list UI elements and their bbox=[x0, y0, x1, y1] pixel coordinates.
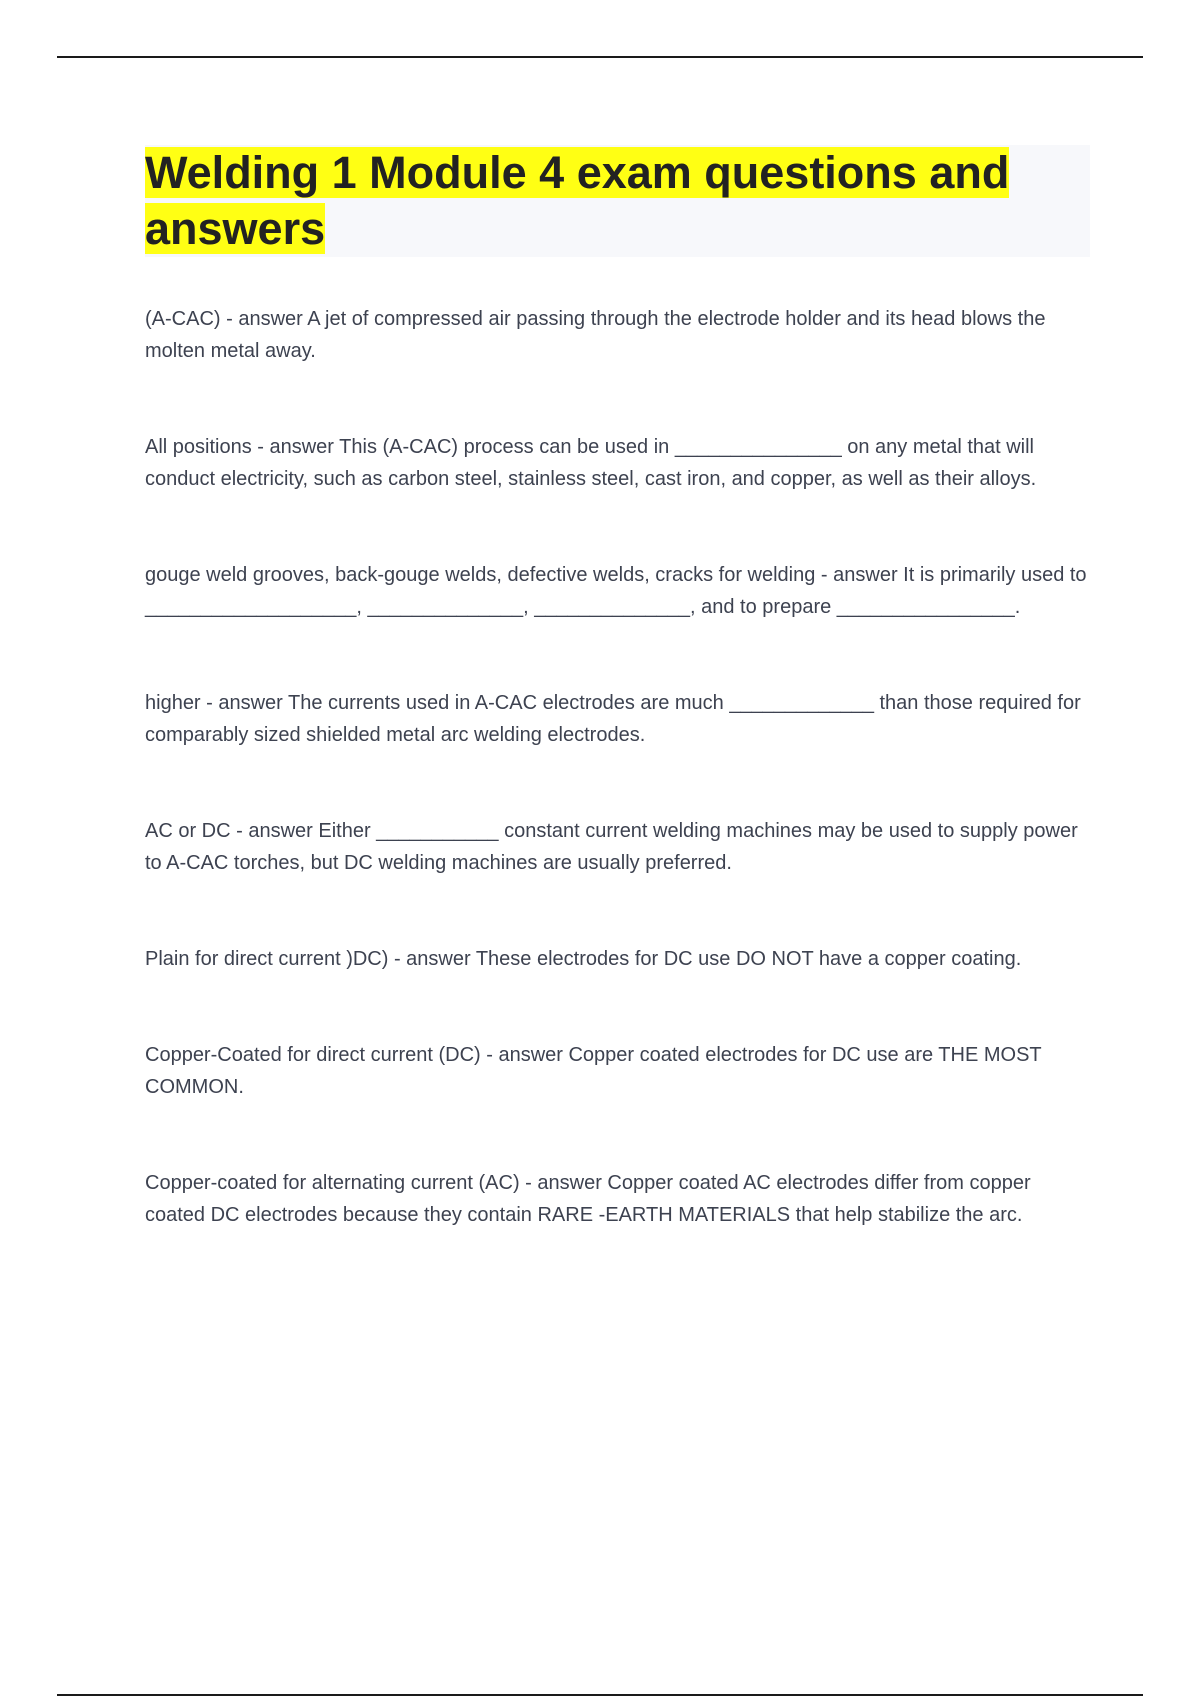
qa-item: Plain for direct current )DC) - answer These electrodes for DC use DO NOT have a copper coating. bbox=[145, 948, 1022, 970]
page-title-highlight: Welding 1 Module 4 exam questions and answers bbox=[145, 147, 1010, 254]
bottom-rule bbox=[57, 1694, 1143, 1696]
qa-item: All positions - answer This (A-CAC) process can be used in _______________ on any metal that will conduct electricity, such as carbon steel, stainless steel, cast iron, and copper, as well as their alloys. bbox=[145, 436, 1037, 490]
qa-item: higher - answer The currents used in A-CAC electrodes are much _____________ than those required for comparably sized shielded metal arc welding electrodes. bbox=[145, 692, 1081, 746]
page-title bbox=[145, 145, 1090, 257]
qa-item: Copper-Coated for direct current (DC) - answer Copper coated electrodes for DC use are THE MOST COMMON. bbox=[145, 1044, 1042, 1098]
document-body bbox=[145, 145, 1090, 1231]
qa-item: (A-CAC) - answer A jet of compressed air passing through the electrode holder and its head blows the molten metal away. bbox=[145, 308, 1046, 362]
qa-item: AC or DC - answer Either ___________ constant current welding machines may be used to supply power to A-CAC torches, but DC welding machines are usually preferred. bbox=[145, 820, 1078, 874]
title-block bbox=[145, 145, 1090, 257]
top-rule bbox=[57, 56, 1143, 58]
qa-list bbox=[145, 303, 1090, 1231]
qa-item: Copper-coated for alternating current (AC) - answer Copper coated AC electrodes differ from copper coated DC electrodes because they contain RARE -EARTH MATERIALS that help stabilize the arc. bbox=[145, 1172, 1031, 1226]
qa-item: gouge weld grooves, back-gouge welds, defective welds, cracks for welding - answer It is primarily used to ___________________, ______________, ______________, and to prepare ________________. bbox=[145, 564, 1087, 618]
